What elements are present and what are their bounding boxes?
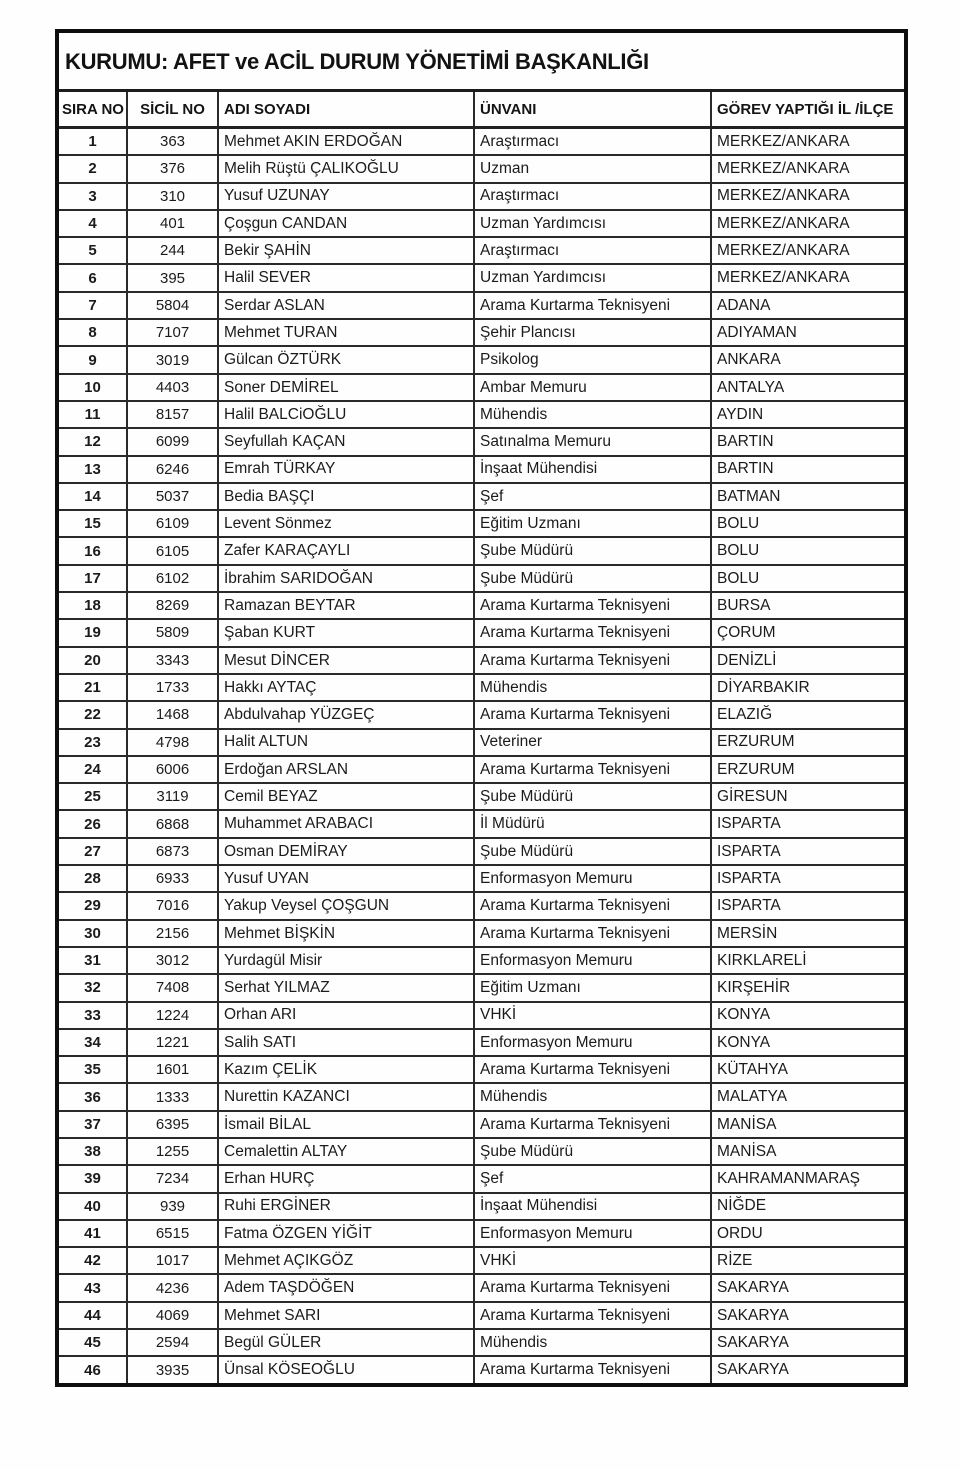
cell-gorev-yaptigi-il-ilce: SAKARYA xyxy=(711,1302,906,1329)
table-row xyxy=(57,183,906,210)
cell-gorev-yaptigi-il-ilce: ISPARTA xyxy=(711,892,906,919)
cell-sicil-no: 7234 xyxy=(127,1165,218,1192)
cell-sira-no: 11 xyxy=(57,401,127,428)
cell-unvani: Arama Kurtarma Teknisyeni xyxy=(474,292,711,319)
cell-sicil-no: 5804 xyxy=(127,292,218,319)
cell-unvani: Arama Kurtarma Teknisyeni xyxy=(474,920,711,947)
cell-sira-no: 45 xyxy=(57,1329,127,1356)
cell-unvani: Arama Kurtarma Teknisyeni xyxy=(474,619,711,646)
cell-adi-soyadi: Ruhi ERGİNER xyxy=(218,1193,474,1220)
cell-sira-no: 27 xyxy=(57,838,127,865)
cell-unvani: Enformasyon Memuru xyxy=(474,1220,711,1247)
header-row xyxy=(57,91,906,128)
cell-adi-soyadi: Levent Sönmez xyxy=(218,510,474,537)
cell-adi-soyadi: Melih Rüştü ÇALIKOĞLU xyxy=(218,155,474,182)
cell-adi-soyadi: Orhan ARI xyxy=(218,1002,474,1029)
cell-unvani: Mühendis xyxy=(474,1083,711,1110)
cell-unvani: Araştırmacı xyxy=(474,183,711,210)
table-row xyxy=(57,346,906,373)
cell-unvani: Şube Müdürü xyxy=(474,565,711,592)
cell-adi-soyadi: Mehmet AÇIKGÖZ xyxy=(218,1247,474,1274)
cell-gorev-yaptigi-il-ilce: SAKARYA xyxy=(711,1356,906,1384)
cell-sira-no: 5 xyxy=(57,237,127,264)
cell-adi-soyadi: Şaban KURT xyxy=(218,619,474,646)
cell-sicil-no: 3119 xyxy=(127,783,218,810)
cell-sira-no: 46 xyxy=(57,1356,127,1384)
cell-sicil-no: 6102 xyxy=(127,565,218,592)
cell-adi-soyadi: Halit ALTUN xyxy=(218,729,474,756)
table-row xyxy=(57,1274,906,1301)
cell-sicil-no: 395 xyxy=(127,264,218,291)
table-row xyxy=(57,1138,906,1165)
cell-adi-soyadi: Ramazan BEYTAR xyxy=(218,592,474,619)
cell-gorev-yaptigi-il-ilce: SAKARYA xyxy=(711,1329,906,1356)
table-head xyxy=(57,31,906,128)
cell-adi-soyadi: Halil BALCiOĞLU xyxy=(218,401,474,428)
table-row xyxy=(57,210,906,237)
cell-sira-no: 29 xyxy=(57,892,127,919)
cell-sicil-no: 1255 xyxy=(127,1138,218,1165)
cell-adi-soyadi: Cemil BEYAZ xyxy=(218,783,474,810)
cell-sira-no: 44 xyxy=(57,1302,127,1329)
cell-unvani: Arama Kurtarma Teknisyeni xyxy=(474,1056,711,1083)
cell-adi-soyadi: Cemalettin ALTAY xyxy=(218,1138,474,1165)
cell-sicil-no: 1733 xyxy=(127,674,218,701)
table-row xyxy=(57,128,906,156)
table-row xyxy=(57,810,906,837)
cell-gorev-yaptigi-il-ilce: BOLU xyxy=(711,565,906,592)
cell-unvani: Şube Müdürü xyxy=(474,838,711,865)
table-row xyxy=(57,756,906,783)
cell-sicil-no: 8157 xyxy=(127,401,218,428)
cell-sira-no: 36 xyxy=(57,1083,127,1110)
cell-sicil-no: 1221 xyxy=(127,1029,218,1056)
cell-sicil-no: 3012 xyxy=(127,947,218,974)
title-row xyxy=(57,31,906,91)
cell-gorev-yaptigi-il-ilce: DİYARBAKIR xyxy=(711,674,906,701)
cell-adi-soyadi: Serhat YILMAZ xyxy=(218,974,474,1001)
cell-unvani: Arama Kurtarma Teknisyeni xyxy=(474,1111,711,1138)
cell-unvani: Arama Kurtarma Teknisyeni xyxy=(474,592,711,619)
table-row xyxy=(57,1111,906,1138)
cell-unvani: Enformasyon Memuru xyxy=(474,1029,711,1056)
cell-unvani: Mühendis xyxy=(474,674,711,701)
cell-adi-soyadi: Gülcan ÖZTÜRK xyxy=(218,346,474,373)
cell-adi-soyadi: İbrahim SARIDOĞAN xyxy=(218,565,474,592)
cell-adi-soyadi: Emrah TÜRKAY xyxy=(218,456,474,483)
cell-adi-soyadi: Salih SATI xyxy=(218,1029,474,1056)
cell-sira-no: 13 xyxy=(57,456,127,483)
cell-unvani: İl Müdürü xyxy=(474,810,711,837)
cell-sicil-no: 1224 xyxy=(127,1002,218,1029)
table-row xyxy=(57,592,906,619)
cell-sira-no: 7 xyxy=(57,292,127,319)
cell-sicil-no: 7016 xyxy=(127,892,218,919)
cell-sira-no: 1 xyxy=(57,128,127,156)
table-row xyxy=(57,1056,906,1083)
table-row xyxy=(57,1247,906,1274)
cell-unvani: Satınalma Memuru xyxy=(474,428,711,455)
cell-gorev-yaptigi-il-ilce: ÇORUM xyxy=(711,619,906,646)
cell-gorev-yaptigi-il-ilce: ISPARTA xyxy=(711,810,906,837)
cell-sira-no: 10 xyxy=(57,374,127,401)
cell-adi-soyadi: Bekir ŞAHİN xyxy=(218,237,474,264)
cell-sira-no: 18 xyxy=(57,592,127,619)
table-row xyxy=(57,729,906,756)
cell-sira-no: 17 xyxy=(57,565,127,592)
cell-sira-no: 39 xyxy=(57,1165,127,1192)
cell-adi-soyadi: Nurettin KAZANCI xyxy=(218,1083,474,1110)
cell-sira-no: 22 xyxy=(57,701,127,728)
cell-sicil-no: 6873 xyxy=(127,838,218,865)
table-row xyxy=(57,974,906,1001)
cell-sira-no: 21 xyxy=(57,674,127,701)
table-row xyxy=(57,155,906,182)
cell-sicil-no: 6246 xyxy=(127,456,218,483)
cell-unvani: Uzman xyxy=(474,155,711,182)
cell-sira-no: 3 xyxy=(57,183,127,210)
cell-gorev-yaptigi-il-ilce: ANTALYA xyxy=(711,374,906,401)
table-row xyxy=(57,1029,906,1056)
column-header-gorev-yaptigi-il-ilce: GÖREV YAPTIĞI İL /İLÇE xyxy=(711,91,906,128)
cell-sira-no: 38 xyxy=(57,1138,127,1165)
cell-gorev-yaptigi-il-ilce: KIRKLARELİ xyxy=(711,947,906,974)
cell-unvani: Psikolog xyxy=(474,346,711,373)
cell-unvani: Araştırmacı xyxy=(474,237,711,264)
table-row xyxy=(57,292,906,319)
cell-sira-no: 23 xyxy=(57,729,127,756)
table-row xyxy=(57,647,906,674)
cell-sira-no: 34 xyxy=(57,1029,127,1056)
cell-gorev-yaptigi-il-ilce: MANİSA xyxy=(711,1138,906,1165)
cell-sira-no: 33 xyxy=(57,1002,127,1029)
cell-sira-no: 31 xyxy=(57,947,127,974)
cell-adi-soyadi: Yusuf UYAN xyxy=(218,865,474,892)
table-row xyxy=(57,319,906,346)
cell-unvani: VHKİ xyxy=(474,1247,711,1274)
table-row xyxy=(57,1220,906,1247)
cell-unvani: Uzman Yardımcısı xyxy=(474,210,711,237)
column-header-adi-soyadi: ADI SOYADI xyxy=(218,91,474,128)
cell-adi-soyadi: Ünsal KÖSEOĞLU xyxy=(218,1356,474,1384)
table-row xyxy=(57,892,906,919)
cell-sicil-no: 6109 xyxy=(127,510,218,537)
cell-sira-no: 8 xyxy=(57,319,127,346)
table-row xyxy=(57,237,906,264)
cell-unvani: Eğitim Uzmanı xyxy=(474,510,711,537)
cell-sicil-no: 3935 xyxy=(127,1356,218,1384)
cell-sicil-no: 4798 xyxy=(127,729,218,756)
cell-adi-soyadi: Yusuf UZUNAY xyxy=(218,183,474,210)
table-row xyxy=(57,920,906,947)
cell-gorev-yaptigi-il-ilce: ANKARA xyxy=(711,346,906,373)
cell-sicil-no: 363 xyxy=(127,128,218,156)
cell-unvani: Arama Kurtarma Teknisyeni xyxy=(474,892,711,919)
table-row xyxy=(57,701,906,728)
cell-sira-no: 19 xyxy=(57,619,127,646)
cell-gorev-yaptigi-il-ilce: BOLU xyxy=(711,510,906,537)
cell-adi-soyadi: Adem TAŞDÖĞEN xyxy=(218,1274,474,1301)
table-row xyxy=(57,838,906,865)
cell-adi-soyadi: Mehmet TURAN xyxy=(218,319,474,346)
cell-sicil-no: 3343 xyxy=(127,647,218,674)
table-row xyxy=(57,565,906,592)
personnel-table xyxy=(55,29,908,1387)
cell-adi-soyadi: Serdar ASLAN xyxy=(218,292,474,319)
cell-sira-no: 2 xyxy=(57,155,127,182)
cell-sicil-no: 8269 xyxy=(127,592,218,619)
cell-unvani: Arama Kurtarma Teknisyeni xyxy=(474,647,711,674)
cell-sira-no: 26 xyxy=(57,810,127,837)
cell-gorev-yaptigi-il-ilce: DENİZLİ xyxy=(711,647,906,674)
cell-sicil-no: 6868 xyxy=(127,810,218,837)
cell-unvani: Şube Müdürü xyxy=(474,1138,711,1165)
cell-sicil-no: 6515 xyxy=(127,1220,218,1247)
cell-adi-soyadi: Mehmet AKIN ERDOĞAN xyxy=(218,128,474,156)
cell-sicil-no: 4236 xyxy=(127,1274,218,1301)
cell-sira-no: 20 xyxy=(57,647,127,674)
cell-sicil-no: 6099 xyxy=(127,428,218,455)
cell-gorev-yaptigi-il-ilce: ELAZIĞ xyxy=(711,701,906,728)
cell-gorev-yaptigi-il-ilce: BARTIN xyxy=(711,456,906,483)
cell-adi-soyadi: Soner DEMİREL xyxy=(218,374,474,401)
cell-sira-no: 37 xyxy=(57,1111,127,1138)
cell-unvani: Arama Kurtarma Teknisyeni xyxy=(474,1274,711,1301)
cell-sira-no: 14 xyxy=(57,483,127,510)
cell-gorev-yaptigi-il-ilce: RİZE xyxy=(711,1247,906,1274)
cell-sicil-no: 1468 xyxy=(127,701,218,728)
table-row xyxy=(57,783,906,810)
cell-unvani: Arama Kurtarma Teknisyeni xyxy=(474,701,711,728)
cell-sira-no: 43 xyxy=(57,1274,127,1301)
cell-adi-soyadi: Fatma ÖZGEN YİĞİT xyxy=(218,1220,474,1247)
table-row xyxy=(57,674,906,701)
cell-adi-soyadi: Mehmet BİŞKİN xyxy=(218,920,474,947)
cell-gorev-yaptigi-il-ilce: MALATYA xyxy=(711,1083,906,1110)
cell-sicil-no: 6006 xyxy=(127,756,218,783)
table-row xyxy=(57,947,906,974)
cell-gorev-yaptigi-il-ilce: BOLU xyxy=(711,537,906,564)
cell-unvani: İnşaat Mühendisi xyxy=(474,456,711,483)
table-row xyxy=(57,1002,906,1029)
cell-gorev-yaptigi-il-ilce: KÜTAHYA xyxy=(711,1056,906,1083)
cell-sira-no: 32 xyxy=(57,974,127,1001)
table-row xyxy=(57,1083,906,1110)
cell-sira-no: 4 xyxy=(57,210,127,237)
cell-adi-soyadi: Seyfullah KAÇAN xyxy=(218,428,474,455)
cell-sira-no: 12 xyxy=(57,428,127,455)
cell-sira-no: 16 xyxy=(57,537,127,564)
cell-unvani: VHKİ xyxy=(474,1002,711,1029)
cell-gorev-yaptigi-il-ilce: ADIYAMAN xyxy=(711,319,906,346)
table-row xyxy=(57,619,906,646)
cell-sicil-no: 7408 xyxy=(127,974,218,1001)
cell-gorev-yaptigi-il-ilce: KAHRAMANMARAŞ xyxy=(711,1165,906,1192)
cell-gorev-yaptigi-il-ilce: ORDU xyxy=(711,1220,906,1247)
cell-gorev-yaptigi-il-ilce: MERSİN xyxy=(711,920,906,947)
cell-sicil-no: 1017 xyxy=(127,1247,218,1274)
table-row xyxy=(57,537,906,564)
cell-sicil-no: 310 xyxy=(127,183,218,210)
column-header-sicil-no: SİCİL NO xyxy=(127,91,218,128)
cell-adi-soyadi: Osman DEMİRAY xyxy=(218,838,474,865)
cell-adi-soyadi: Zafer KARAÇAYLI xyxy=(218,537,474,564)
column-header-unvani: ÜNVANI xyxy=(474,91,711,128)
cell-unvani: Şef xyxy=(474,1165,711,1192)
cell-adi-soyadi: Kazım ÇELİK xyxy=(218,1056,474,1083)
cell-sicil-no: 5809 xyxy=(127,619,218,646)
cell-gorev-yaptigi-il-ilce: NİĞDE xyxy=(711,1193,906,1220)
cell-sira-no: 35 xyxy=(57,1056,127,1083)
table-row xyxy=(57,1356,906,1384)
cell-sicil-no: 401 xyxy=(127,210,218,237)
cell-adi-soyadi: Erdoğan ARSLAN xyxy=(218,756,474,783)
cell-sicil-no: 2594 xyxy=(127,1329,218,1356)
cell-unvani: Arama Kurtarma Teknisyeni xyxy=(474,1302,711,1329)
cell-adi-soyadi: Mesut DİNCER xyxy=(218,647,474,674)
cell-adi-soyadi: Hakkı AYTAÇ xyxy=(218,674,474,701)
cell-sira-no: 28 xyxy=(57,865,127,892)
column-header-sira-no: SIRA NO xyxy=(57,91,127,128)
cell-gorev-yaptigi-il-ilce: ISPARTA xyxy=(711,865,906,892)
table-row xyxy=(57,1329,906,1356)
cell-unvani: Arama Kurtarma Teknisyeni xyxy=(474,756,711,783)
cell-gorev-yaptigi-il-ilce: BARTIN xyxy=(711,428,906,455)
cell-gorev-yaptigi-il-ilce: ISPARTA xyxy=(711,838,906,865)
cell-sicil-no: 7107 xyxy=(127,319,218,346)
cell-adi-soyadi: Halil SEVER xyxy=(218,264,474,291)
cell-sicil-no: 4403 xyxy=(127,374,218,401)
table-row xyxy=(57,264,906,291)
cell-adi-soyadi: Begül GÜLER xyxy=(218,1329,474,1356)
document-title: KURUMU: AFET ve ACİL DURUM YÖNETİMİ BAŞKANLIĞI xyxy=(57,31,906,91)
cell-gorev-yaptigi-il-ilce: MERKEZ/ANKARA xyxy=(711,264,906,291)
cell-gorev-yaptigi-il-ilce: MANİSA xyxy=(711,1111,906,1138)
cell-sicil-no: 6395 xyxy=(127,1111,218,1138)
cell-gorev-yaptigi-il-ilce: ERZURUM xyxy=(711,756,906,783)
cell-gorev-yaptigi-il-ilce: BURSA xyxy=(711,592,906,619)
cell-sicil-no: 4069 xyxy=(127,1302,218,1329)
table-row xyxy=(57,1193,906,1220)
cell-sira-no: 9 xyxy=(57,346,127,373)
table-row xyxy=(57,1302,906,1329)
cell-unvani: Şef xyxy=(474,483,711,510)
cell-gorev-yaptigi-il-ilce: MERKEZ/ANKARA xyxy=(711,183,906,210)
cell-gorev-yaptigi-il-ilce: BATMAN xyxy=(711,483,906,510)
personnel-table-body xyxy=(57,128,906,1385)
cell-sicil-no: 6933 xyxy=(127,865,218,892)
cell-gorev-yaptigi-il-ilce: AYDIN xyxy=(711,401,906,428)
cell-sira-no: 40 xyxy=(57,1193,127,1220)
cell-unvani: Veteriner xyxy=(474,729,711,756)
cell-unvani: Ambar Memuru xyxy=(474,374,711,401)
cell-sicil-no: 3019 xyxy=(127,346,218,373)
cell-gorev-yaptigi-il-ilce: KONYA xyxy=(711,1029,906,1056)
cell-sicil-no: 244 xyxy=(127,237,218,264)
cell-unvani: Şehir Plancısı xyxy=(474,319,711,346)
cell-sicil-no: 2156 xyxy=(127,920,218,947)
cell-gorev-yaptigi-il-ilce: MERKEZ/ANKARA xyxy=(711,210,906,237)
cell-unvani: Şube Müdürü xyxy=(474,537,711,564)
cell-sira-no: 15 xyxy=(57,510,127,537)
cell-adi-soyadi: Muhammet ARABACI xyxy=(218,810,474,837)
cell-unvani: Eğitim Uzmanı xyxy=(474,974,711,1001)
cell-sira-no: 24 xyxy=(57,756,127,783)
cell-sicil-no: 1601 xyxy=(127,1056,218,1083)
cell-adi-soyadi: Çoşgun CANDAN xyxy=(218,210,474,237)
cell-sicil-no: 376 xyxy=(127,155,218,182)
cell-gorev-yaptigi-il-ilce: MERKEZ/ANKARA xyxy=(711,128,906,156)
cell-adi-soyadi: Yakup Veysel ÇOŞGUN xyxy=(218,892,474,919)
cell-unvani: Enformasyon Memuru xyxy=(474,865,711,892)
cell-adi-soyadi: Yurdagül Misir xyxy=(218,947,474,974)
table-row xyxy=(57,483,906,510)
cell-unvani: Mühendis xyxy=(474,401,711,428)
cell-sicil-no: 5037 xyxy=(127,483,218,510)
cell-sira-no: 6 xyxy=(57,264,127,291)
cell-gorev-yaptigi-il-ilce: KIRŞEHİR xyxy=(711,974,906,1001)
cell-gorev-yaptigi-il-ilce: MERKEZ/ANKARA xyxy=(711,237,906,264)
cell-unvani: Arama Kurtarma Teknisyeni xyxy=(474,1356,711,1384)
cell-sicil-no: 6105 xyxy=(127,537,218,564)
cell-sira-no: 42 xyxy=(57,1247,127,1274)
cell-adi-soyadi: Bedia BAŞÇI xyxy=(218,483,474,510)
cell-sira-no: 25 xyxy=(57,783,127,810)
cell-gorev-yaptigi-il-ilce: ADANA xyxy=(711,292,906,319)
table-row xyxy=(57,510,906,537)
cell-gorev-yaptigi-il-ilce: GİRESUN xyxy=(711,783,906,810)
cell-unvani: Uzman Yardımcısı xyxy=(474,264,711,291)
table-row xyxy=(57,456,906,483)
cell-gorev-yaptigi-il-ilce: KONYA xyxy=(711,1002,906,1029)
cell-unvani: Şube Müdürü xyxy=(474,783,711,810)
table-row xyxy=(57,1165,906,1192)
cell-gorev-yaptigi-il-ilce: ERZURUM xyxy=(711,729,906,756)
cell-unvani: İnşaat Mühendisi xyxy=(474,1193,711,1220)
cell-adi-soyadi: Abdulvahap YÜZGEÇ xyxy=(218,701,474,728)
cell-adi-soyadi: Mehmet SARI xyxy=(218,1302,474,1329)
cell-sicil-no: 1333 xyxy=(127,1083,218,1110)
cell-sicil-no: 939 xyxy=(127,1193,218,1220)
table-row xyxy=(57,428,906,455)
table-row xyxy=(57,374,906,401)
cell-unvani: Araştırmacı xyxy=(474,128,711,156)
table-row xyxy=(57,401,906,428)
cell-sira-no: 30 xyxy=(57,920,127,947)
table-row xyxy=(57,865,906,892)
cell-sira-no: 41 xyxy=(57,1220,127,1247)
cell-adi-soyadi: Erhan HURÇ xyxy=(218,1165,474,1192)
cell-gorev-yaptigi-il-ilce: SAKARYA xyxy=(711,1274,906,1301)
cell-adi-soyadi: İsmail BİLAL xyxy=(218,1111,474,1138)
cell-unvani: Enformasyon Memuru xyxy=(474,947,711,974)
cell-unvani: Mühendis xyxy=(474,1329,711,1356)
cell-gorev-yaptigi-il-ilce: MERKEZ/ANKARA xyxy=(711,155,906,182)
